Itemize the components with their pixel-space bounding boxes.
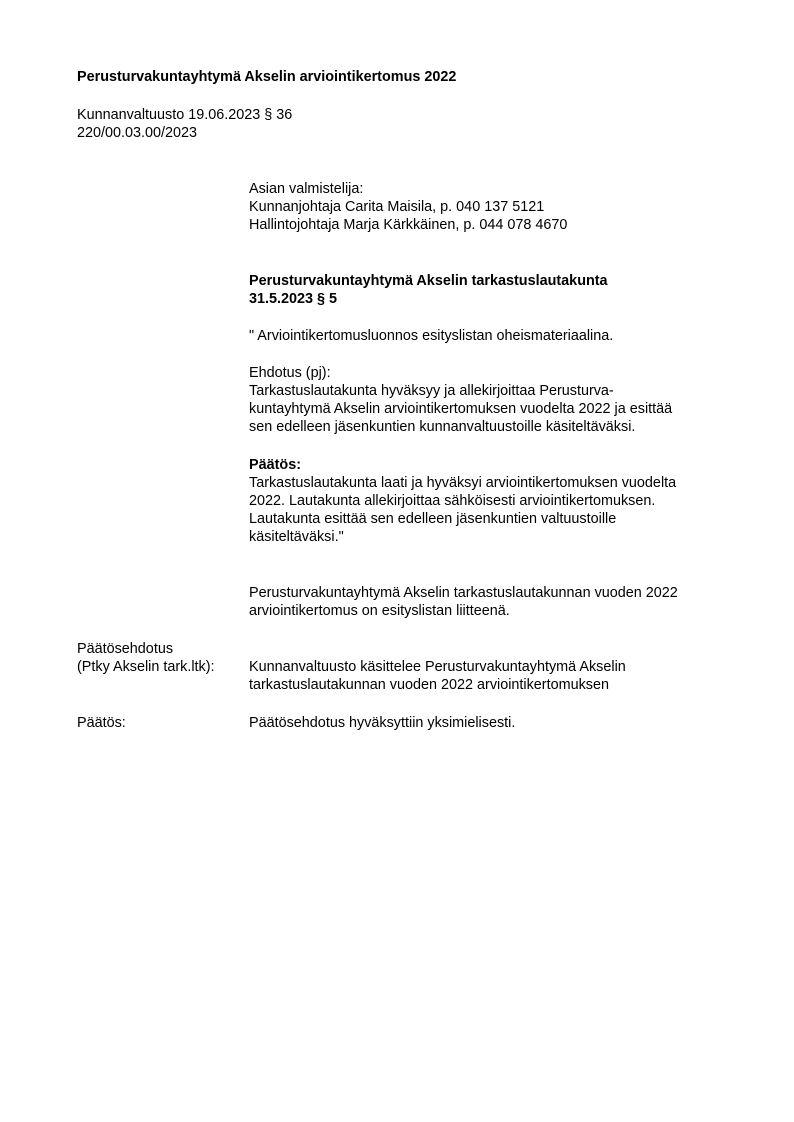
- proposal-section-label: [77, 640, 215, 676]
- document-title: Perusturvakuntayhtymä Akselin arviointikertomus 2022: [77, 69, 457, 85]
- meeting-date-line: Kunnanvaltuusto 19.06.2023 § 36: [77, 107, 293, 123]
- board-decision: [249, 456, 734, 546]
- attachment-note: [249, 584, 734, 620]
- decision-line-2: 2022. Lautakunta allekirjoittaa sähköisesti arviointikertomuksen.: [249, 493, 656, 509]
- preparer-person-2: Hallintojohtaja Marja Kärkkäinen, p. 044 078 4670: [249, 217, 568, 233]
- board-heading: [249, 272, 734, 308]
- preparer-heading: Asian valmistelija:: [249, 181, 364, 197]
- proposal-line-3: sen edelleen jäsenkuntien kunnanvaltuustoille käsiteltäväksi.: [249, 419, 636, 435]
- proposal-line-1: Tarkastuslautakunta hyväksyy ja allekirjoittaa Perusturva-: [249, 383, 614, 399]
- attachment-line-2: arviointikertomus on esityslistan liitteenä.: [249, 603, 510, 619]
- board-proposal: [249, 364, 734, 436]
- attachment-line-1: Perusturvakuntayhtymä Akselin tarkastuslautakunnan vuoden 2022: [249, 585, 678, 601]
- decision-line-4: käsiteltäväksi.": [249, 529, 344, 545]
- decision-section-text: Päätösehdotus hyväksyttiin yksimielisesti.: [249, 715, 516, 731]
- decision-section-label: Päätös:: [77, 715, 126, 731]
- decision-line-1: Tarkastuslautakunta laati ja hyväksyi arviointikertomuksen vuodelta: [249, 475, 677, 491]
- proposal-label: Ehdotus (pj):: [249, 365, 331, 381]
- case-number: 220/00.03.00/2023: [77, 125, 198, 141]
- proposal-section-label-1: Päätösehdotus: [77, 641, 174, 657]
- material-note: " Arviointikertomusluonnos esityslistan oheismateriaalina.: [249, 328, 614, 344]
- proposal-section-label-2: (Ptky Akselin tark.ltk):: [77, 659, 215, 675]
- preparer-block: [249, 180, 734, 234]
- proposal-line-2: kuntayhtymä Akselin arviointikertomuksen vuodelta 2022 ja esittää: [249, 401, 673, 417]
- decision-label: Päätös:: [249, 457, 301, 473]
- decision-line-3: Lautakunta esittää sen edelleen jäsenkuntien valtuustoille: [249, 511, 617, 527]
- proposal-section-text-1: Kunnanvaltuusto käsittelee Perusturvakuntayhtymä Akselin: [249, 659, 626, 675]
- board-heading-line-2: 31.5.2023 § 5: [249, 291, 338, 307]
- board-heading-line-1: Perusturvakuntayhtymä Akselin tarkastuslautakunta: [249, 273, 608, 289]
- preparer-person-1: Kunnanjohtaja Carita Maisila, p. 040 137 5121: [249, 199, 545, 215]
- meeting-info: [77, 106, 292, 142]
- proposal-section-text-2: tarkastuslautakunnan vuoden 2022 arviointikertomuksen: [249, 677, 609, 693]
- proposal-section-text: [249, 658, 734, 694]
